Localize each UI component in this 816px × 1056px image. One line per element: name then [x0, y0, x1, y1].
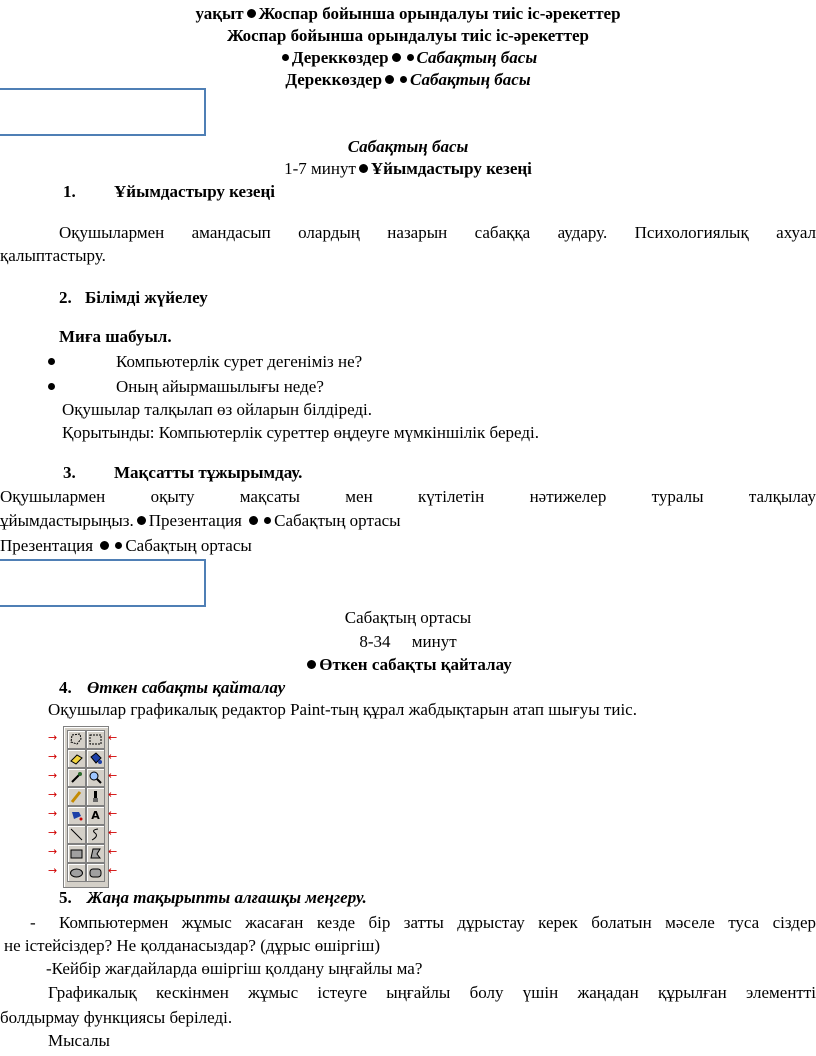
- middle-section-time: 8-34 минут: [359, 632, 457, 651]
- arrow-right-icon: →: [48, 788, 58, 801]
- arrow-right-icon: →: [48, 731, 58, 744]
- arrow-right-icon: →: [48, 769, 58, 782]
- arrow-left-icon: ←: [108, 750, 118, 763]
- bullet-dot-icon: [100, 541, 109, 550]
- item5-dash1-line2: не істейсіздер? Не қолданасыздар? (дұрыс өшіргіш): [4, 936, 380, 955]
- item5-paragraph-line2: болдырмау функциясы беріледі.: [0, 1008, 233, 1027]
- curve-icon: [86, 825, 105, 844]
- bullet-dot-icon: [48, 383, 55, 390]
- arrow-right-icon: →: [48, 807, 58, 820]
- arrow-left-icon: ←: [108, 769, 118, 782]
- item2-title: Білімді жүйелеу: [85, 288, 208, 307]
- bullet-dot-icon: [48, 358, 55, 365]
- bullet-item-1: [45, 352, 58, 372]
- middle-section-title: Сабақтың ортасы: [344, 608, 472, 627]
- eraser-icon: [67, 749, 86, 768]
- middle-section-heading: Өткен сабақты қайталау: [0, 655, 816, 675]
- item2-number: 2.: [59, 288, 72, 307]
- text-icon: A: [86, 806, 105, 825]
- bullet-dot-icon: [359, 164, 368, 173]
- free-select-icon: [67, 730, 86, 749]
- bullet-item-1-text: Компьютерлік сурет дегеніміз не?: [116, 352, 363, 371]
- arrow-right-icon: →: [48, 750, 58, 763]
- arrow-left-icon: ←: [108, 826, 118, 839]
- brainstorm-heading: Миға шабуыл.: [59, 327, 172, 346]
- brush-icon: [86, 787, 105, 806]
- section-time: 1-7 минут Ұйымдастыру кезеңі: [284, 159, 532, 178]
- header-line-3: Дереккөздер Сабақтың басы: [0, 48, 816, 68]
- bullet-dot-icon: [400, 76, 407, 83]
- bullet-dot-icon: [392, 53, 401, 62]
- arrow-right-icon: →: [48, 864, 58, 877]
- pencil-icon: [67, 787, 86, 806]
- paint-toolbox: [63, 726, 109, 888]
- item4-title: Өткен сабақты қайталау: [87, 678, 286, 697]
- arrow-right-icon: →: [48, 845, 58, 858]
- arrow-left-icon: ←: [108, 845, 118, 858]
- bullet-item-2: [45, 377, 58, 397]
- bullet-dot-icon: [115, 542, 122, 549]
- bullet-dot-icon: [282, 54, 289, 61]
- item1-paragraph-line1: Оқушылармен амандасып олардың назарын сабаққа аудару. Психологиялық ахуал: [59, 223, 816, 242]
- ellipse-icon: [67, 863, 86, 882]
- dash-marker: -: [30, 913, 36, 932]
- item3-title: Мақсатты тұжырымдау.: [114, 463, 303, 482]
- bullet-dot-icon: [264, 517, 271, 524]
- magnifier-icon: [86, 768, 105, 787]
- bullet-dot-icon: [385, 75, 394, 84]
- arrow-right-icon: →: [48, 826, 58, 839]
- item3-paragraph-line2: ұйымдастырыңыз. Презентация Сабақтың ортасы: [0, 511, 401, 530]
- bullet-dot-icon: [137, 516, 146, 525]
- header-line-1: уақыт Жоспар бойынша орындалуы тиіс іс-әрекеттер: [195, 4, 621, 23]
- header-line-4: Дереккөздер Сабақтың басы: [285, 70, 531, 89]
- arrow-left-icon: ←: [108, 788, 118, 801]
- bullet-dot-icon: [249, 516, 258, 525]
- item5-number: 5.: [59, 888, 72, 907]
- arrow-left-icon: ←: [108, 731, 118, 744]
- item5-dash1-line1: Компьютермен жұмыс жасаған кезде бір затты дұрыстау керек болатын мәселе туса сіздер: [59, 913, 816, 932]
- item3-paragraph-line3: Презентация Сабақтың ортасы: [0, 536, 252, 555]
- airbrush-icon: [67, 806, 86, 825]
- bullet-item-2-text: Оның айырмашылығы неде?: [116, 377, 324, 396]
- example-label: Мысалы: [48, 1031, 110, 1050]
- section-title: Сабақтың басы: [347, 137, 469, 156]
- conclusion-line: Қорытынды: Компьютерлік суреттер өңдеуге мүмкіншілік береді.: [62, 423, 539, 442]
- color-picker-icon: [67, 768, 86, 787]
- line-icon: [67, 825, 86, 844]
- arrow-left-icon: ←: [108, 807, 118, 820]
- item1-paragraph-line2: қалыптастыру.: [0, 246, 106, 265]
- fill-icon: [86, 749, 105, 768]
- item3-number: 3.: [63, 463, 76, 482]
- item4-number: 4.: [59, 678, 72, 697]
- arrow-left-icon: ←: [108, 864, 118, 877]
- item5-dash2: -Кейбір жағдайларда өшіргіш қолдану ыңғайлы ма?: [46, 959, 423, 978]
- item4-paragraph: Оқушылар графикалық редактор Paint-тың құрал жабдықтарын атап шығуы тиіс.: [48, 700, 637, 719]
- bullet-dot-icon: [247, 9, 256, 18]
- item1-number: 1.: [63, 182, 76, 201]
- placeholder-box: [0, 88, 206, 136]
- rounded-rect-icon: [86, 863, 105, 882]
- placeholder-box: [0, 559, 206, 607]
- discussion-line: Оқушылар талқылап өз ойларын білдіреді.: [62, 400, 373, 419]
- bullet-dot-icon: [407, 54, 414, 61]
- item5-paragraph-line1: Графикалық кескінмен жұмыс істеуге ыңғайлы болу үшін жаңадан құрылған элементті: [48, 983, 816, 1002]
- bullet-dot-icon: [307, 660, 316, 669]
- item1-title: Ұйымдастыру кезеңі: [114, 182, 275, 201]
- item5-title: Жаңа тақырыпты алғашқы меңгеру.: [87, 888, 367, 907]
- header-line-2: Жоспар бойынша орындалуы тиіс іс-әрекеттер: [227, 26, 589, 45]
- rectangle-icon: [67, 844, 86, 863]
- rect-select-icon: [86, 730, 105, 749]
- polygon-icon: [86, 844, 105, 863]
- item3-paragraph-line1: Оқушылармен оқыту мақсаты мен күтілетін нәтижелер туралы талқылау: [0, 487, 816, 506]
